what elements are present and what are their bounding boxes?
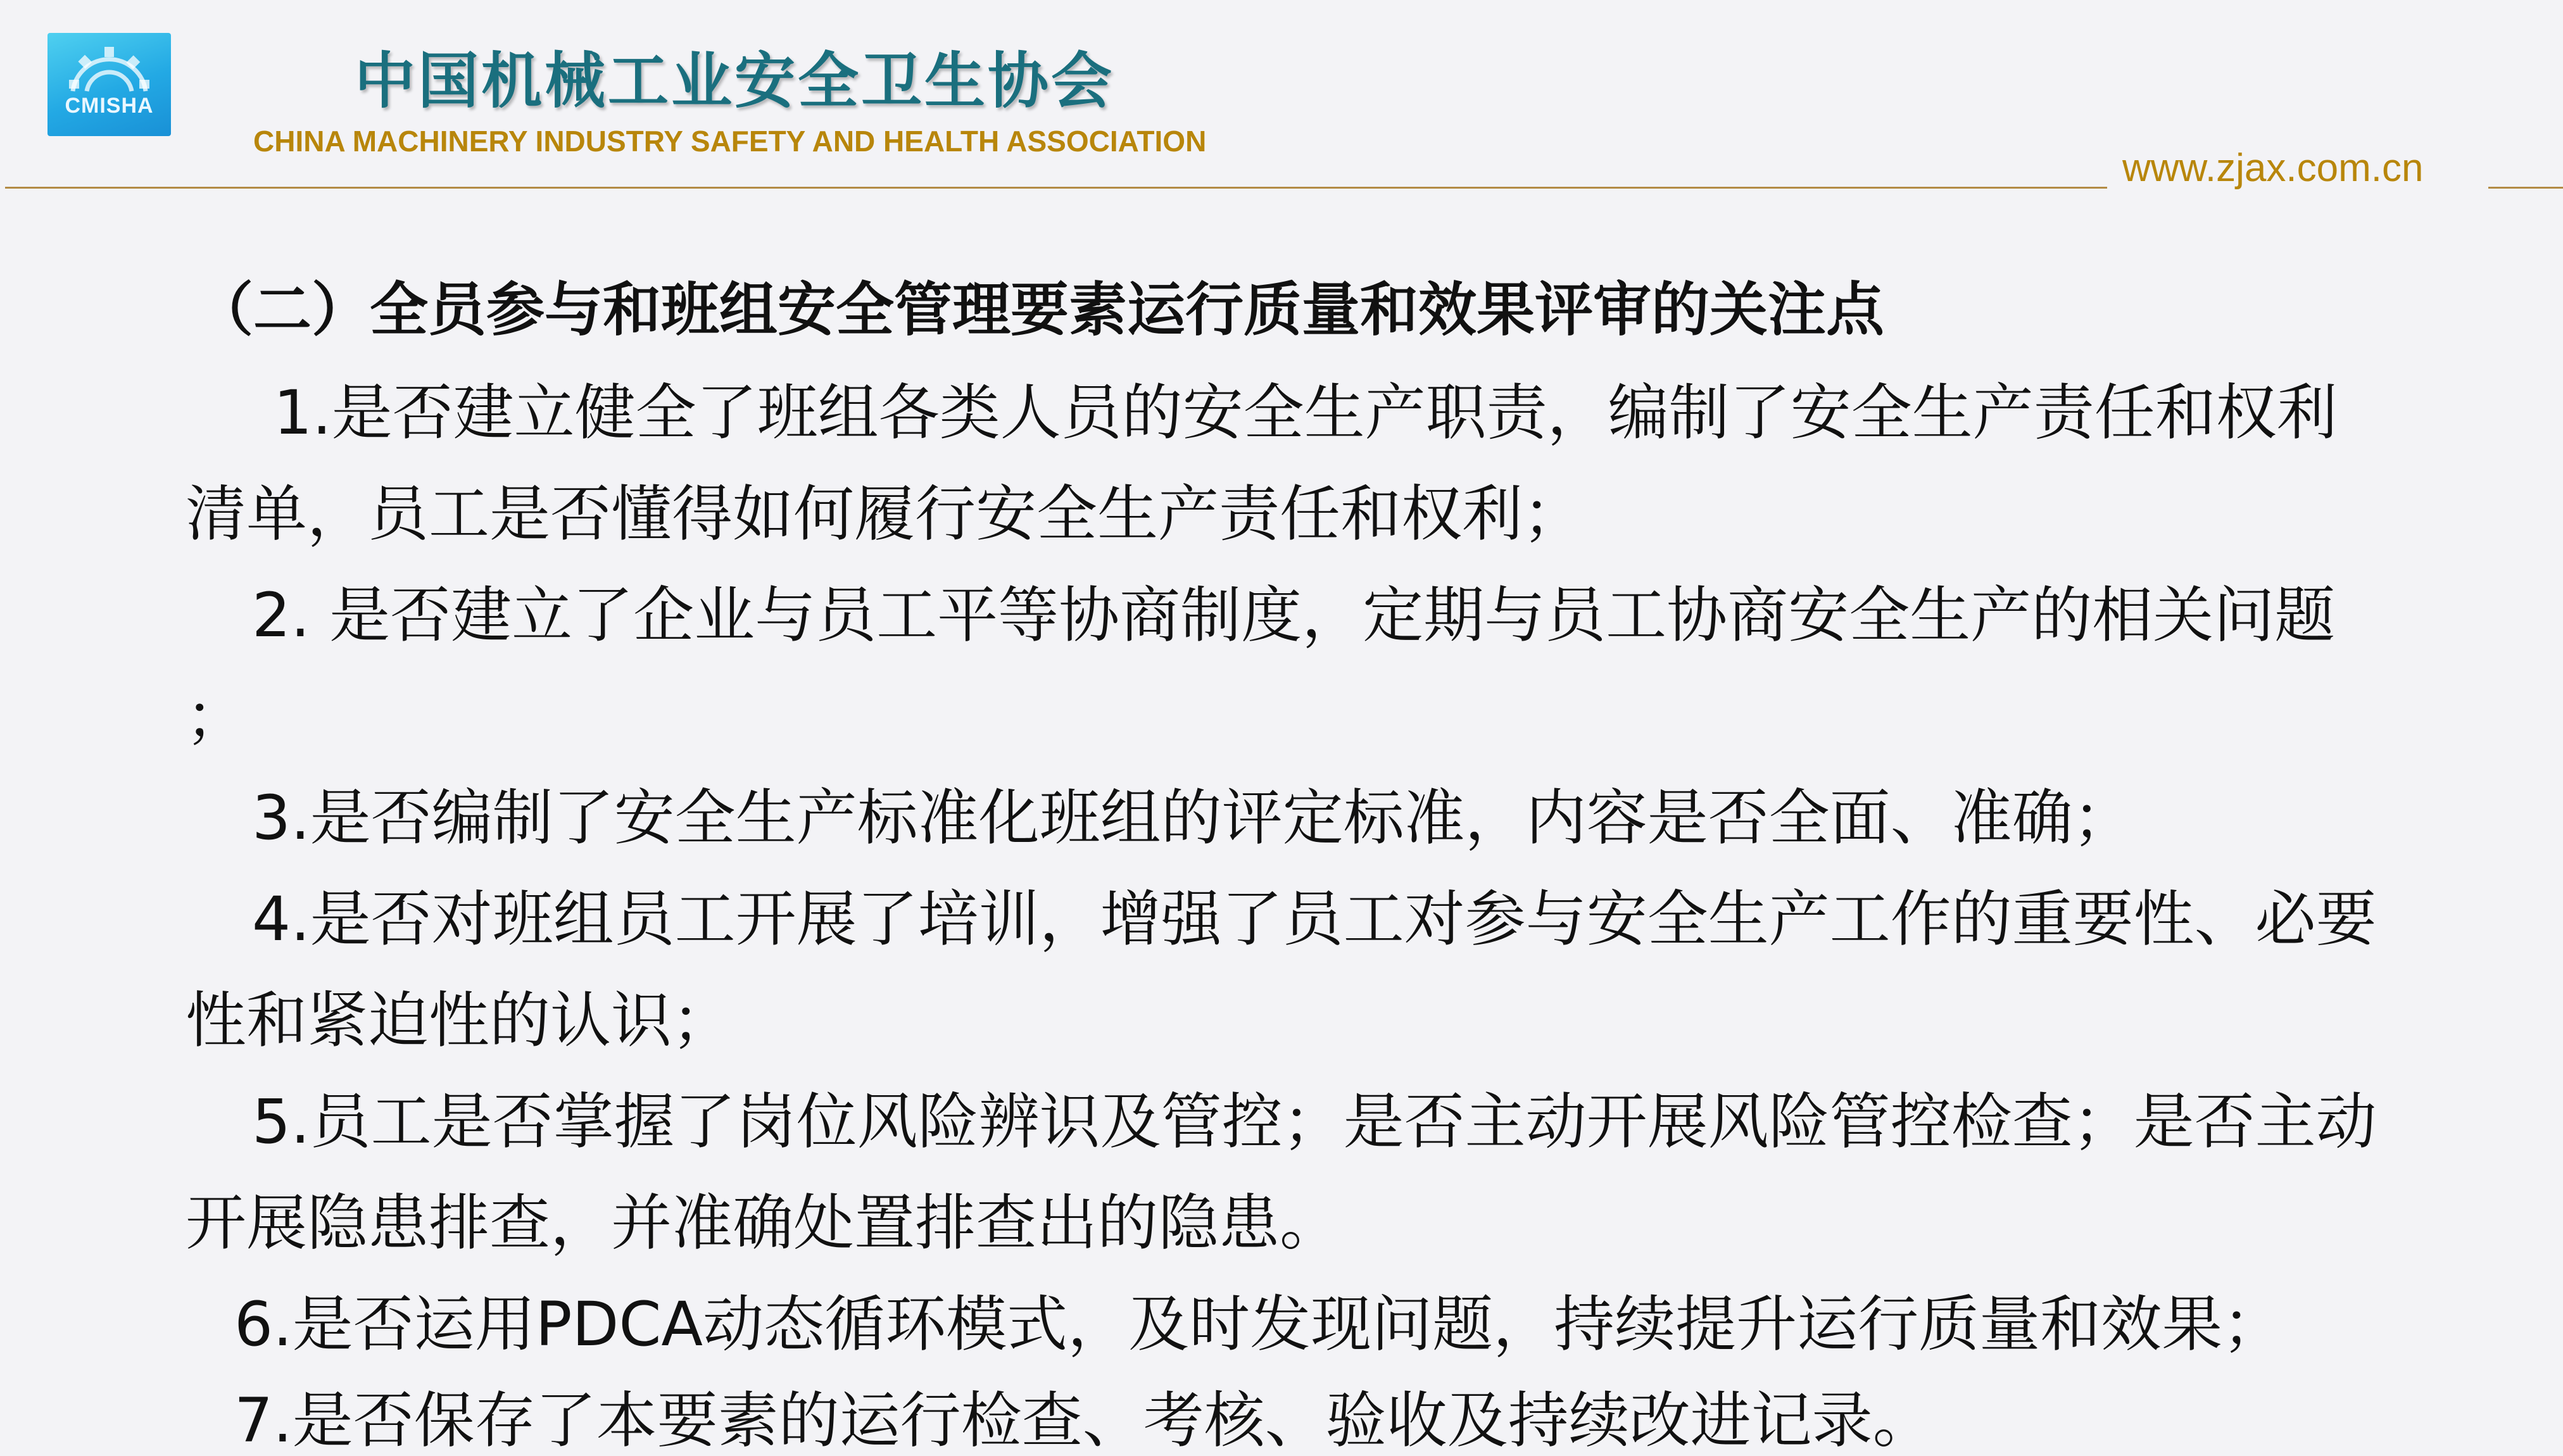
organization-name-cn: 中国机械工业安全卫生协会 [355,46,1114,116]
list-item-2-line-1: 2. 是否建立了企业与员工平等协商制度，定期与员工协商安全生产的相关问题 [252,580,2336,651]
logo-text: CMISHA [65,94,154,118]
cmisha-logo [47,33,171,136]
list-item-4-line-1: 4.是否对班组员工开展了培训，增强了员工对参与安全生产工作的重要性、必要 [252,884,2377,955]
list-item-4-line-2: 性和紧迫性的认识； [186,985,733,1056]
list-item-6: 6.是否运用PDCA动态循环模式，及时发现问题，持续提升运行质量和效果； [234,1289,2284,1360]
list-item-2-line-2: ； [186,681,246,752]
website-link[interactable]: www.zjax.com.cn [2122,146,2424,190]
list-item-7: 7.是否保存了本要素的运行检查、考核、验收及持续改进记录。 [234,1385,1934,1456]
gear-icon [47,33,171,136]
list-item-1-line-1: 1.是否建立健全了班组各类人员的安全生产职责，编制了安全生产责任和权利 [274,377,2338,448]
list-item-1-line-2: 清单，员工是否懂得如何履行安全生产责任和权利； [186,479,1584,549]
list-item-5-line-1: 5.员工是否掌握了岗位风险辨识及管控；是否主动开展风险管控检查；是否主动 [252,1086,2377,1157]
list-item-5-line-2: 开展隐患排查，并准确处置排查出的隐患。 [186,1188,1340,1258]
organization-name-en: CHINA MACHINERY INDUSTRY SAFETY AND HEALTH ASSOCIATION [253,125,1207,158]
list-item-3: 3.是否编制了安全生产标准化班组的评定标准，内容是否全面、准确； [252,782,2134,853]
header-divider-left [5,187,2107,189]
header-divider-right [2488,187,2563,189]
section-heading: （二）全员参与和班组安全管理要素运行质量和效果评审的关注点 [195,276,1885,344]
